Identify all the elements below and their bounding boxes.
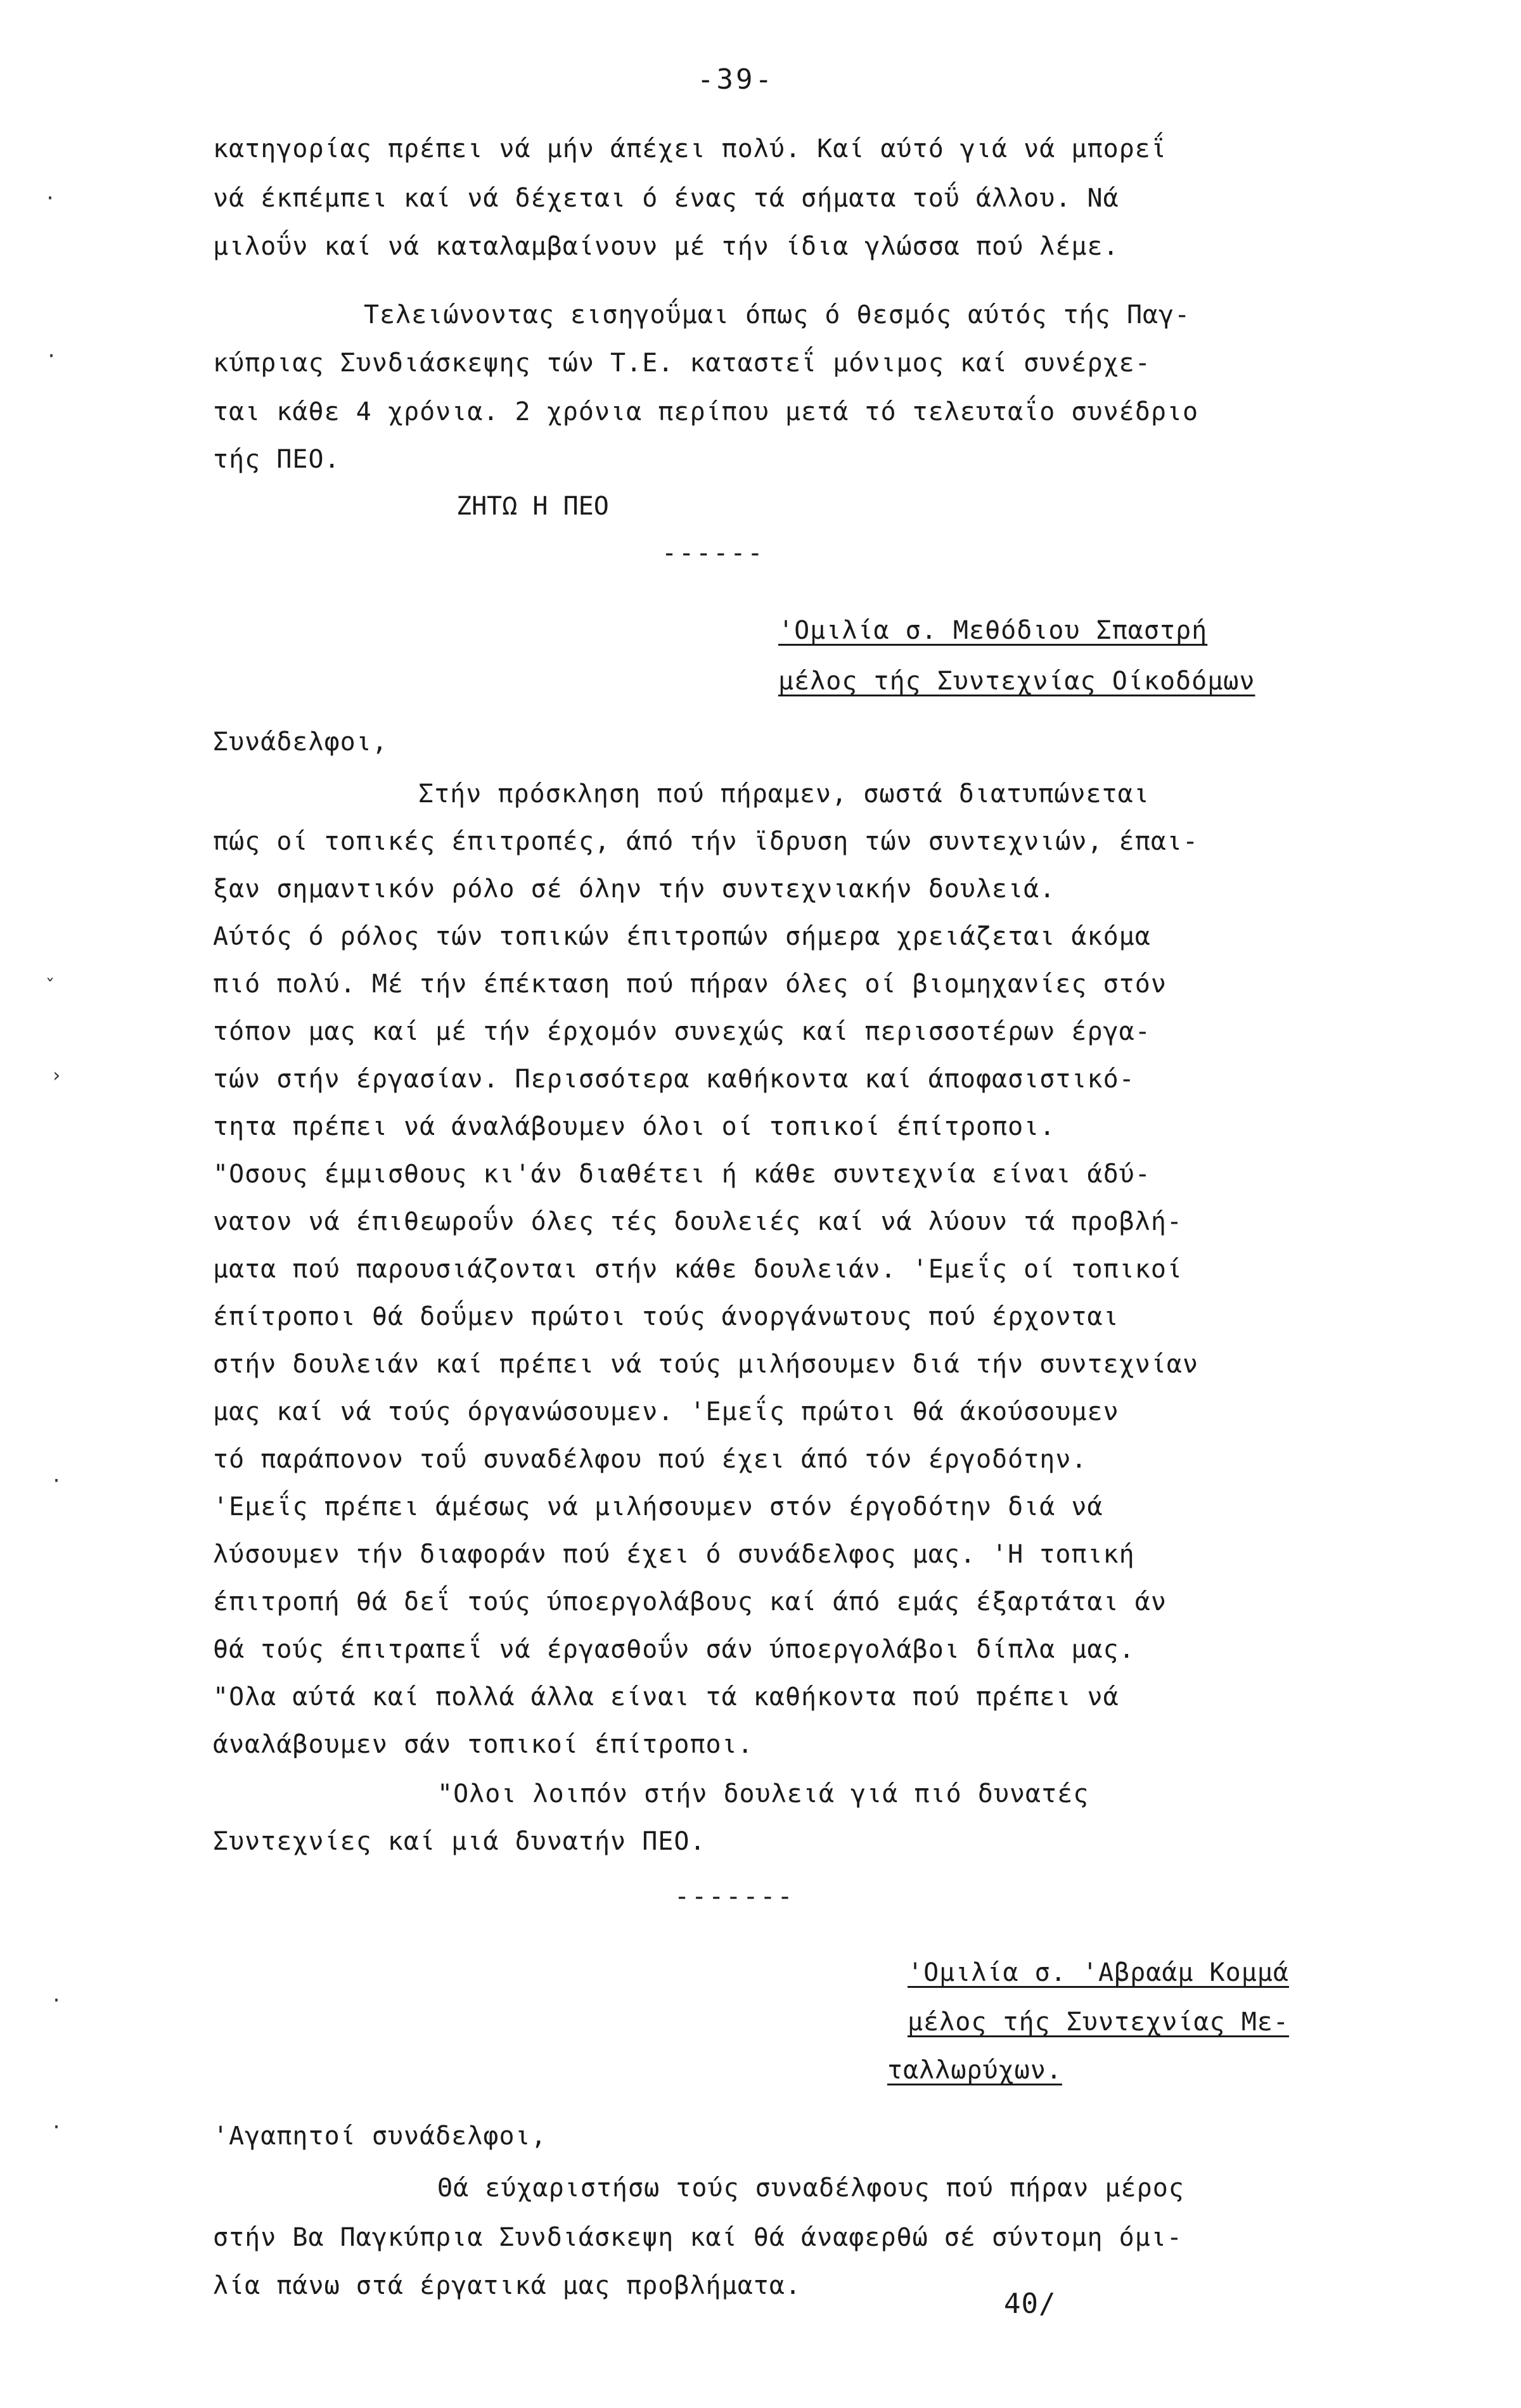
continuation-marker: 40/ — [1004, 2288, 1056, 2320]
text-line: πιό πολύ. Μέ τήν έπέκταση πού πήραν όλες οί βιομηχανίες στόν — [213, 970, 1167, 999]
text-line: έπίτροποι θά δοΰμεν πρώτοι τούς άνοργάνωτους πού έρχονται — [213, 1302, 1119, 1331]
page-number: -39- — [697, 63, 774, 96]
text-line: τής ΠΕΟ. — [213, 445, 340, 474]
text-line: κύπριας Συνδιάσκεψης τών Τ.Ε. καταστεΐ μόνιμος καί συνέρχε- — [213, 349, 1151, 378]
text-line: τών στήν έργασίαν. Περισσότερα καθήκοντα καί άποφασιστικό- — [213, 1065, 1135, 1094]
margin-mark: › — [51, 1065, 63, 1087]
text-line: στήν Βα Παγκύπρια Συνδιάσκεψη καί θά άναφερθώ σέ σύντομη όμι- — [213, 2223, 1183, 2252]
text-line: Θά εύχαριστήσω τούς συναδέλφους πού πήραν μέρος — [437, 2174, 1184, 2203]
text-line: θά τούς έπιτραπεΐ νά έργασθοΰν σάν ύποεργολάβοι δίπλα μας. — [213, 1635, 1135, 1664]
text-line: ματα πού παρουσιάζονται στήν κάθε δουλειάν. 'Εμεΐς οί τοπικοί — [213, 1255, 1183, 1284]
text-line: Στήν πρόσκληση πού πήραμεν, σωστά διατυπώνεται — [418, 779, 1150, 809]
margin-mark: · — [51, 1470, 63, 1492]
text-line: 'Εμεΐς πρέπει άμέσως νά μιλήσουμεν στόν έργοδότην διά νά — [213, 1492, 1103, 1521]
text-line: τόπον μας καί μέ τήν έρχομόν συνεχώς καί περισσοτέρων έργα- — [213, 1017, 1151, 1046]
speech-heading: 'Ομιλία σ. Μεθόδιου Σπαστρή — [778, 616, 1208, 645]
text-line: Τελειώνοντας εισηγοΰμαι όπως ό θεσμός αύτός τής Παγ- — [364, 300, 1191, 330]
margin-mark: · — [46, 345, 58, 368]
text-line: έπιτροπή θά δεΐ τούς ύποεργολάβους καί άπό εμάς έξαρτάται άν — [213, 1587, 1167, 1617]
margin-mark: ˇ — [44, 976, 56, 998]
text-line: τό παράπονον τοΰ συναδέλφου πού έχει άπό τόν έργοδότην. — [213, 1445, 1088, 1474]
text-line: ξαν σημαντικόν ρόλο σέ όλην τήν συντεχνιακήν δουλειά. — [213, 874, 1056, 904]
text-line: ται κάθε 4 χρόνια. 2 χρόνια περίπου μετά τό τελευταΐο συνέδριο — [213, 397, 1199, 426]
margin-mark: · — [44, 188, 56, 210]
text-line: στήν δουλειάν καί πρέπει νά τούς μιλήσουμεν διά τήν συντεχνίαν — [213, 1350, 1199, 1379]
text-line: "Ολα αύτά καί πολλά άλλα είναι τά καθήκοντα πού πρέπει νά — [213, 1682, 1119, 1712]
speech-heading: ταλλωρύχων. — [887, 2056, 1062, 2085]
salutation: 'Αγαπητοί συνάδελφοι, — [213, 2122, 547, 2151]
text-line: μας καί νά τούς όργανώσουμεν. 'Εμεΐς πρώτοι θά άκούσουμεν — [213, 1397, 1119, 1426]
text-line: λύσουμεν τήν διαφοράν πού έχει ό συνάδελφος μας. 'Η τοπική — [213, 1540, 1135, 1569]
text-line: Αύτός ό ρόλος τών τοπικών έπιτροπών σήμερα χρειάζεται άκόμα — [213, 922, 1151, 951]
text-line: λία πάνω στά έργατικά μας προβλήματα. — [213, 2271, 802, 2300]
speech-heading: μέλος τής Συντεχνίας Οίκοδόμων — [778, 667, 1255, 696]
text-line: Συντεχνίες καί μιά δυνατήν ΠΕΟ. — [213, 1827, 706, 1856]
text-line: τητα πρέπει νά άναλάβουμεν όλοι οί τοπικοί έπίτροποι. — [213, 1112, 1056, 1141]
slogan: ΖΗΤΩ Η ΠΕΟ — [456, 492, 609, 521]
separator: ------- — [674, 1882, 795, 1911]
text-line: "Οσους έμμισθους κι'άν διαθέτει ή κάθε συντεχνία είναι άδύ- — [213, 1160, 1151, 1189]
text-line: νατον νά έπιθεωροΰν όλες τές δουλειές καί νά λύουν τά προβλή- — [213, 1207, 1183, 1236]
speech-heading: μέλος τής Συντεχνίας Με- — [908, 2008, 1289, 2037]
speech-heading: 'Ομιλία σ. 'Αβραάμ Κομμά — [908, 1958, 1289, 1987]
margin-mark: · — [51, 2117, 63, 2139]
separator: ------ — [662, 539, 765, 568]
text-line: μιλοΰν καί νά καταλαμβαίνουν μέ τήν ίδια γλώσσα πού λέμε. — [213, 232, 1119, 261]
text-line: άναλάβουμεν σάν τοπικοί έπίτροποι. — [213, 1730, 754, 1759]
text-line: πώς οί τοπικές έπιτροπές, άπό τήν ϊδρυση τών συντεχνιών, έπαι- — [213, 827, 1199, 856]
text-line: κατηγορίας πρέπει νά μήν άπέχει πολύ. Καί αύτό γιά νά μπορεΐ — [213, 134, 1167, 163]
salutation: Συνάδελφοι, — [213, 727, 388, 757]
margin-mark: · — [51, 1990, 63, 2012]
text-line: νά έκπέμπει καί νά δέχεται ό ένας τά σήματα τοΰ άλλου. Νά — [213, 184, 1119, 213]
text-line: "Ολοι λοιπόν στήν δουλειά γιά πιό δυνατές — [437, 1779, 1089, 1809]
